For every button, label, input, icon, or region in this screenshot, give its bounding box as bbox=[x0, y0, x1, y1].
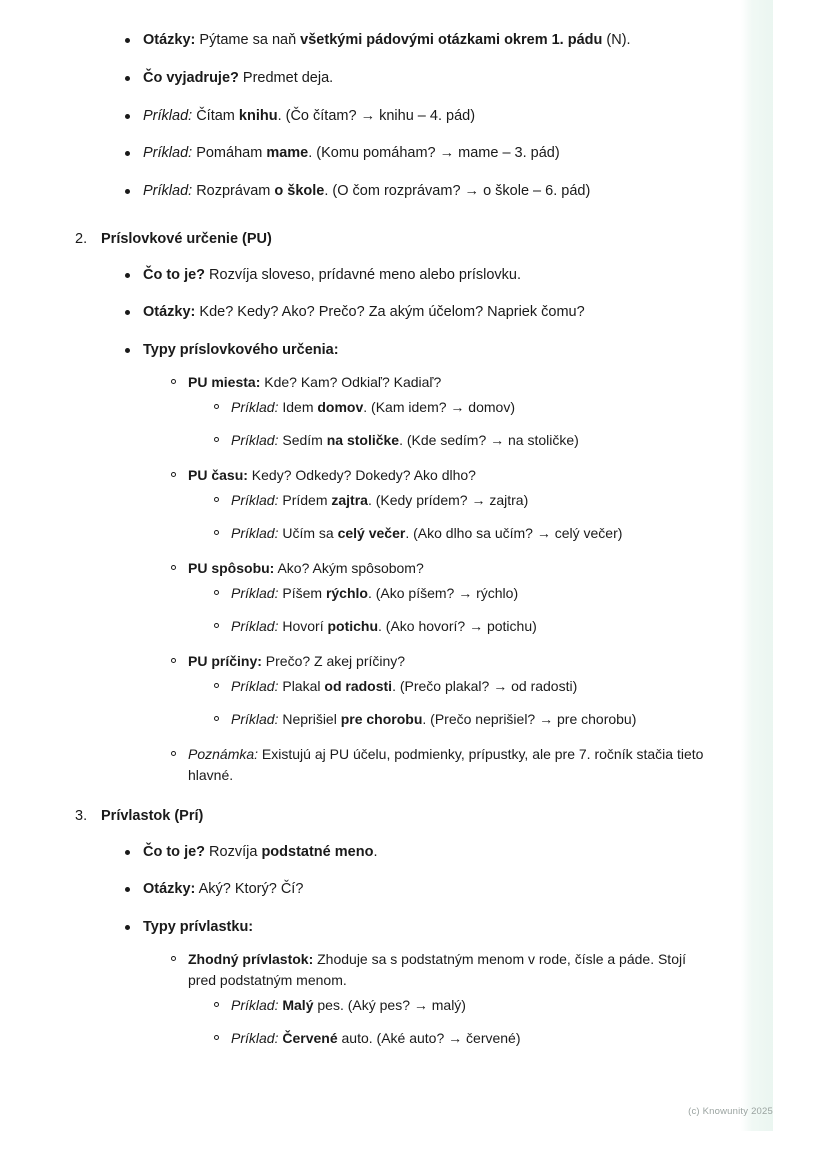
privlastok-type-description: Zhoduje sa s podstatným menom v rode, čísle a páde. Stojí pred podstatným menom. bbox=[188, 950, 686, 988]
list-item bbox=[123, 917, 715, 1049]
section-number: 3. bbox=[75, 807, 88, 824]
example-before: Prídem bbox=[278, 491, 332, 508]
list-item bbox=[212, 995, 715, 1016]
list-item-emphasis: knihu bbox=[238, 107, 278, 124]
list-item-tail: . (Čo čítam? → knihu – 4. pád) bbox=[277, 107, 476, 124]
list-item bbox=[123, 68, 715, 90]
list-item bbox=[123, 30, 715, 52]
example-before: Neprišiel bbox=[278, 710, 341, 727]
privlastok-type-examples bbox=[212, 995, 715, 1049]
example-lead: Príklad: bbox=[231, 524, 279, 541]
list-item-text: Predmet deja. bbox=[238, 69, 334, 86]
pu-type-questions: Kde? Kam? Odkiaľ? Kadiaľ? bbox=[260, 373, 442, 390]
pu-type-name: PU spôsobu: bbox=[188, 559, 275, 576]
list-item-text: Rozvíja bbox=[205, 843, 262, 860]
list-item bbox=[123, 302, 715, 324]
list-item bbox=[123, 340, 715, 786]
list-item bbox=[212, 430, 715, 451]
list-item bbox=[169, 372, 715, 451]
privlastok-type-name: Zhodný prívlastok: bbox=[188, 950, 314, 967]
list-item-text: Pomáham bbox=[192, 145, 267, 162]
pu-type-questions: Ako? Akým spôsobom? bbox=[274, 559, 424, 576]
example-emphasis: potichu bbox=[327, 617, 379, 634]
list-item bbox=[212, 676, 715, 697]
list-item bbox=[212, 523, 715, 544]
list-item bbox=[123, 181, 715, 203]
example-lead: Príklad: bbox=[231, 491, 279, 508]
list-item bbox=[169, 949, 715, 1049]
example-emphasis: Malý bbox=[282, 996, 314, 1013]
list-item-lead: Otázky: bbox=[143, 881, 196, 898]
list-item bbox=[212, 583, 715, 604]
example-lead: Príklad: bbox=[231, 710, 279, 727]
example-after: . (Kam idem? → domov) bbox=[363, 398, 515, 415]
list-item bbox=[212, 1028, 715, 1049]
list-item bbox=[169, 651, 715, 730]
pu-type-name: PU miesta: bbox=[188, 373, 261, 390]
example-after: . (Ako hovorí? → potichu) bbox=[378, 617, 537, 634]
example-after: . (Kde sedím? → na stoličke) bbox=[399, 431, 579, 448]
list-item-lead: Čo to je? bbox=[143, 266, 206, 283]
list-item-emphasis: podstatné meno bbox=[261, 843, 374, 860]
example-before: Hovorí bbox=[278, 617, 328, 634]
list-item-tail: (N). bbox=[602, 32, 631, 48]
pu-type-examples bbox=[212, 676, 715, 730]
list-item-text: Rozprávam bbox=[192, 183, 275, 199]
example-emphasis: na stoličke bbox=[326, 431, 400, 448]
list-item-lead: Príklad: bbox=[143, 107, 193, 124]
pu-type-name: PU príčiny: bbox=[188, 652, 262, 669]
example-before: Plakal bbox=[278, 677, 325, 694]
example-lead: Príklad: bbox=[231, 617, 279, 634]
page-edge-decoration bbox=[741, 0, 773, 1131]
pu-types-label: Typy príslovkového určenia: bbox=[143, 342, 339, 358]
list-item-text: Kde? Kedy? Ako? Prečo? Za akým účelom? Napriek čomu? bbox=[195, 304, 585, 321]
document-content bbox=[75, 30, 715, 1065]
list-item-lead: Príklad: bbox=[143, 183, 193, 199]
pu-type-questions: Kedy? Odkedy? Dokedy? Ako dlho? bbox=[247, 466, 476, 483]
example-after: . (Prečo plakal? → od radosti) bbox=[392, 677, 578, 694]
list-item-tail: . bbox=[373, 843, 378, 860]
example-lead: Príklad: bbox=[231, 1029, 279, 1046]
section-heading-privlastok bbox=[75, 806, 715, 828]
list-item bbox=[169, 558, 715, 637]
list-item bbox=[212, 397, 715, 418]
list-item-lead: Otázky: bbox=[143, 304, 196, 321]
example-emphasis: Červené bbox=[282, 1029, 338, 1046]
example-before: Píšem bbox=[278, 584, 326, 601]
example-after: . (Ako dlho sa učím? → celý večer) bbox=[405, 524, 623, 541]
list-item bbox=[169, 465, 715, 544]
list-item-emphasis: mame bbox=[266, 145, 309, 162]
list-item bbox=[212, 490, 715, 511]
example-emphasis: rýchlo bbox=[325, 584, 368, 601]
copyright-footer: (c) Knowunity 2025 bbox=[688, 1106, 773, 1117]
list-item-tail: . (O čom rozprávam? → o škole – 6. pád) bbox=[324, 183, 591, 199]
pu-type-examples bbox=[212, 397, 715, 451]
example-lead: Príklad: bbox=[231, 996, 279, 1013]
note-text: Existujú aj PU účelu, podmienky, prípustky, ale pre 7. ročník stačia tieto hlavné. bbox=[188, 745, 704, 783]
list-item-emphasis: všetkými pádovými otázkami okrem 1. pádu bbox=[300, 32, 603, 48]
predmet-bullet-list bbox=[123, 30, 715, 203]
section-title: Príslovkové určenie (PU) bbox=[101, 230, 272, 247]
example-lead: Príklad: bbox=[231, 431, 279, 448]
list-item-lead: Čo to je? bbox=[143, 843, 206, 860]
example-after: . (Kedy prídem? → zajtra) bbox=[367, 491, 529, 508]
pu-type-questions: Prečo? Z akej príčiny? bbox=[261, 652, 406, 669]
section-number: 2. bbox=[75, 230, 88, 247]
list-item bbox=[123, 143, 715, 165]
privlastok-types-label: Typy prívlastku: bbox=[143, 919, 254, 935]
pu-bullet-list bbox=[123, 265, 715, 786]
example-after: . (Ako píšem? → rýchlo) bbox=[367, 584, 519, 601]
example-before: Sedím bbox=[278, 431, 327, 448]
section-title: Prívlastok (Prí) bbox=[101, 807, 204, 824]
example-lead: Príklad: bbox=[231, 677, 279, 694]
privlastok-bullet-list bbox=[123, 842, 715, 1049]
example-after: . (Prečo neprišiel? → pre chorobu) bbox=[422, 710, 637, 727]
note-lead: Poznámka: bbox=[188, 745, 259, 762]
example-after: auto. (Aké auto? → červené) bbox=[337, 1029, 521, 1046]
example-emphasis: domov bbox=[317, 398, 364, 415]
example-lead: Príklad: bbox=[231, 584, 279, 601]
pu-type-name: PU času: bbox=[188, 466, 248, 483]
example-emphasis: pre chorobu bbox=[340, 710, 423, 727]
list-item bbox=[212, 709, 715, 730]
example-before: Učím sa bbox=[278, 524, 338, 541]
list-item-text: Aký? Ktorý? Čí? bbox=[195, 881, 304, 898]
list-item-lead: Otázky: bbox=[143, 32, 196, 48]
example-emphasis: celý večer bbox=[337, 524, 406, 541]
example-after: pes. (Aký pes? → malý) bbox=[313, 996, 466, 1013]
list-item-text: Čítam bbox=[192, 107, 239, 124]
list-item bbox=[123, 106, 715, 128]
example-emphasis: od radosti bbox=[324, 677, 393, 694]
list-item-lead: Čo vyjadruje? bbox=[143, 69, 239, 86]
example-before: Idem bbox=[278, 398, 318, 415]
list-item-lead: Príklad: bbox=[143, 145, 193, 162]
privlastok-types-list bbox=[169, 949, 715, 1049]
section-heading-pu bbox=[75, 229, 715, 251]
list-item-text: Rozvíja sloveso, prídavné meno alebo príslovku. bbox=[205, 266, 521, 283]
list-item bbox=[123, 265, 715, 287]
list-item bbox=[123, 879, 715, 901]
pu-note bbox=[169, 744, 715, 786]
pu-type-examples bbox=[212, 583, 715, 637]
list-item-tail: . (Komu pomáham? → mame – 3. pád) bbox=[308, 145, 560, 162]
list-item bbox=[212, 616, 715, 637]
list-item-text: Pýtame sa naň bbox=[195, 32, 301, 48]
pu-type-examples bbox=[212, 490, 715, 544]
list-item bbox=[123, 842, 715, 864]
example-lead: Príklad: bbox=[231, 398, 279, 415]
list-item-emphasis: o škole bbox=[274, 183, 325, 199]
pu-types-list bbox=[169, 372, 715, 786]
example-emphasis: zajtra bbox=[331, 491, 368, 508]
